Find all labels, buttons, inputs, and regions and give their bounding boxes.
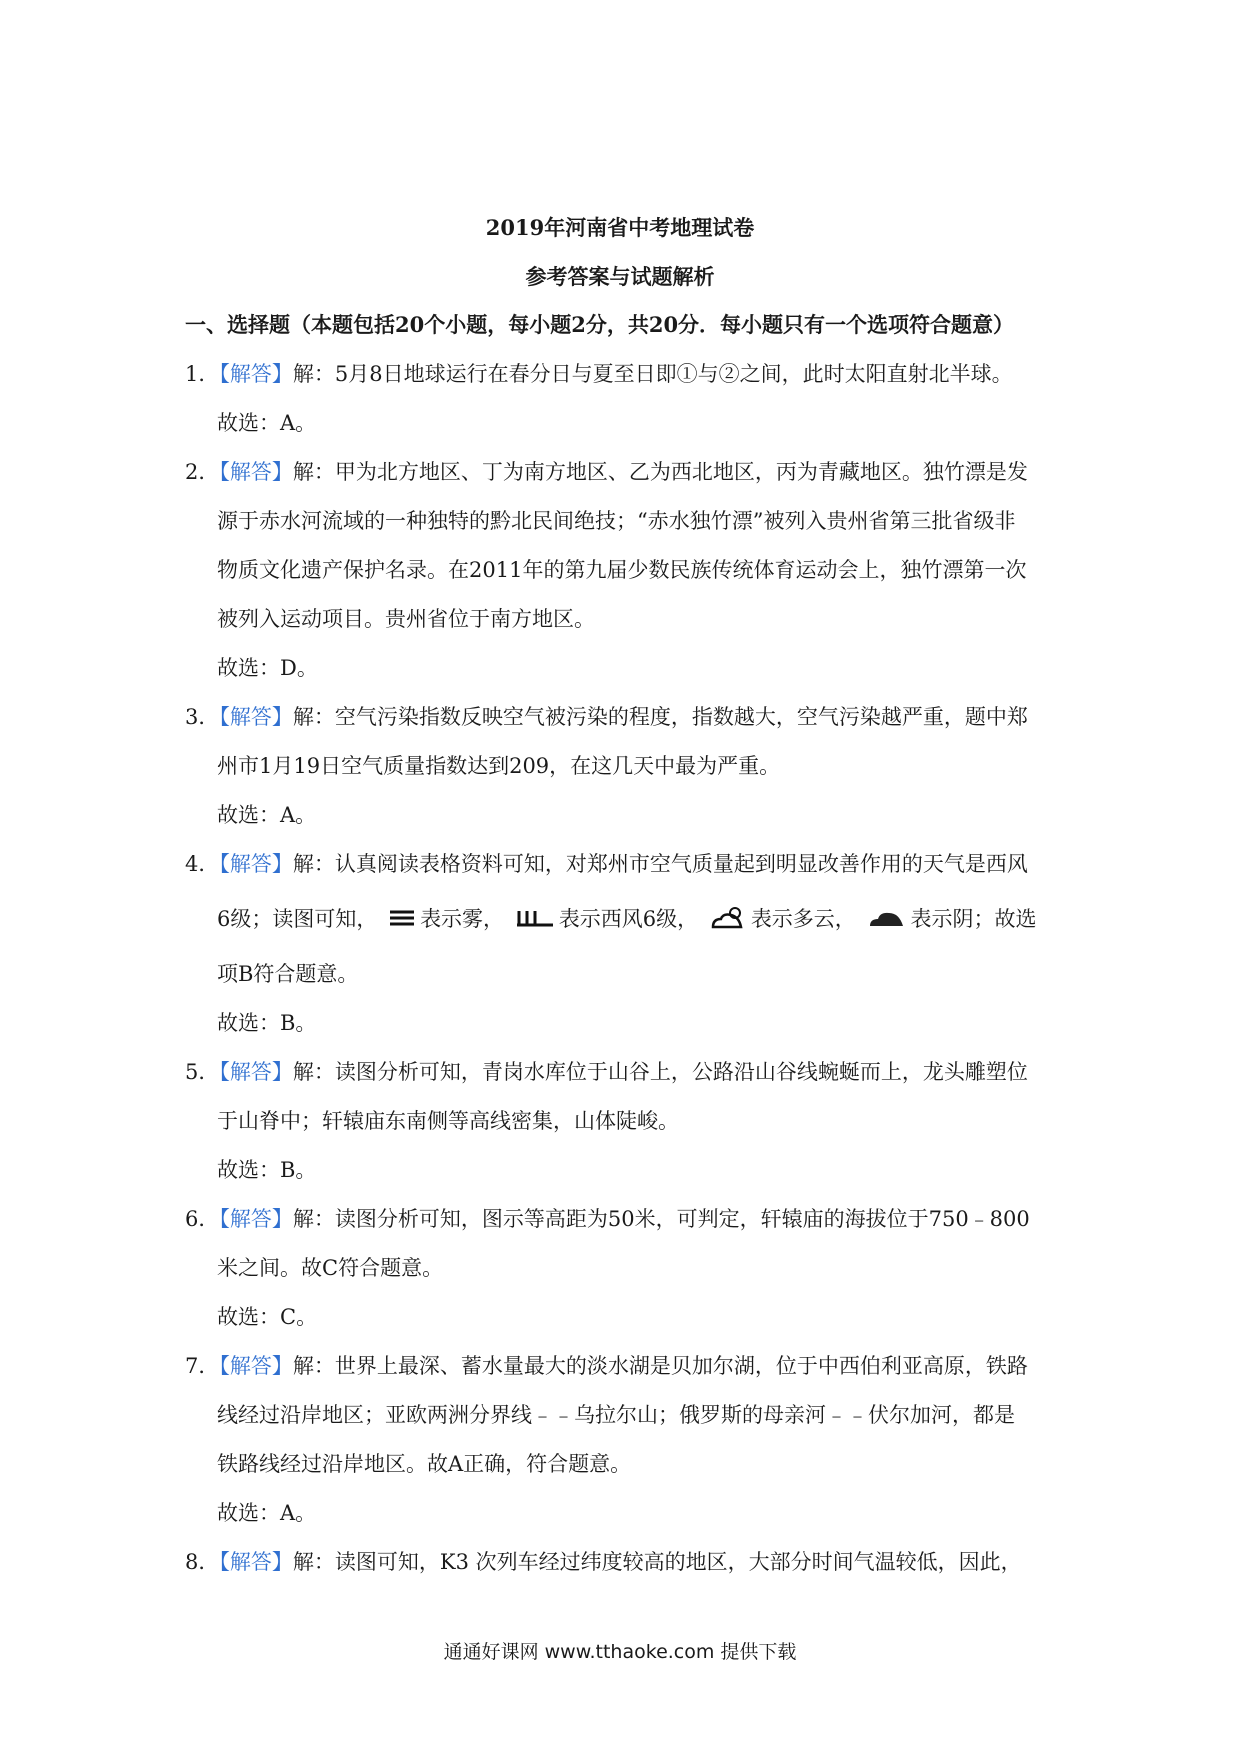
- question-8-line-1: [185, 1546, 1022, 1576]
- question-6-line-2: 米之间。故C符合题意。: [217, 1256, 444, 1280]
- answer-tag: 【解答】: [219, 1550, 293, 1574]
- question-text: 表示雾，: [420, 907, 505, 931]
- answer-tag: 【解答】: [219, 362, 293, 386]
- question-7-line-1: [185, 1350, 1028, 1380]
- answer-tag: 【解答】: [219, 1060, 293, 1084]
- partly-cloudy-icon: [709, 905, 747, 936]
- question-3-answer: 故选：A。: [217, 803, 317, 827]
- answer-tag: 【解答】: [219, 1354, 293, 1378]
- question-number: 4．: [185, 852, 220, 876]
- page-footer: 通通好课网 www.tthaoke.com 提供下载: [443, 1641, 797, 1663]
- question-text: 表示阴；故选: [910, 907, 1037, 931]
- question-2-line-4: 被列入运动项目。贵州省位于南方地区。: [217, 607, 595, 631]
- question-text: 解：世界上最深、蓄水量最大的淡水湖是贝加尔湖，位于中西伯利亚高原，铁路: [292, 1354, 1028, 1378]
- question-5-line-1: [185, 1056, 1028, 1086]
- answer-tag: 【解答】: [219, 705, 293, 729]
- question-4-line-1: [185, 848, 1028, 878]
- question-number: 3．: [185, 705, 220, 729]
- question-3-line-1: [185, 701, 1028, 731]
- question-text: 解：读图可知，K3 次列车经过纬度较高的地区，大部分时间气温较低，因此，: [292, 1550, 1022, 1574]
- question-text: 解：5月8日地球运行在春分日与夏至日即①与②之间，此时太阳直射北半球。: [292, 362, 1013, 386]
- section-title: 一、选择题（本题包括20个小题，每小题2分，共20分．每小题只有一个选项符合题意）: [185, 312, 1015, 337]
- question-text: 解：读图分析可知，青岗水库位于山谷上，公路沿山谷线蜿蜒而上，龙头雕塑位: [292, 1060, 1028, 1084]
- answer-tag: 【解答】: [219, 852, 293, 876]
- question-text: 解：甲为北方地区、丁为南方地区、乙为西北地区，丙为青藏地区。独竹漂是发: [292, 460, 1028, 484]
- question-7-line-3: 铁路线经过沿岸地区。故A正确，符合题意。: [217, 1452, 632, 1476]
- question-text: 表示多云，: [750, 907, 856, 931]
- question-text: 解：读图分析可知，图示等高距为50米，可判定，轩辕庙的海拔位于750﹣800: [292, 1207, 1030, 1231]
- question-number: 7．: [185, 1354, 220, 1378]
- question-4-line-3: 项B符合题意。: [217, 962, 359, 986]
- question-1-answer: 故选：A。: [217, 411, 317, 435]
- document-title: 2019年河南省中考地理试卷: [485, 215, 755, 240]
- question-4-line-2: [217, 903, 1037, 936]
- question-2-line-1: [185, 456, 1028, 486]
- document-subtitle: 参考答案与试题解析: [525, 264, 715, 289]
- question-number: 8．: [185, 1550, 220, 1574]
- question-5-answer: 故选：B。: [217, 1158, 317, 1182]
- wind-icon: [515, 907, 555, 934]
- question-number: 5．: [185, 1060, 220, 1084]
- question-3-line-2: 州市1月19日空气质量指数达到209，在这几天中最为严重。: [217, 754, 781, 778]
- question-number: 1．: [185, 362, 220, 386]
- question-text: 表示西风6级，: [558, 907, 699, 931]
- question-4-answer: 故选：B。: [217, 1011, 317, 1035]
- question-2-line-3: 物质文化遗产保护名录。在2011年的第九届少数民族传统体育运动会上，独竹漂第一次: [217, 558, 1027, 582]
- answer-tag: 【解答】: [219, 460, 293, 484]
- overcast-icon: [867, 907, 907, 934]
- answer-tag: 【解答】: [219, 1207, 293, 1231]
- fog-icon: [388, 908, 416, 933]
- question-text: 6级；读图可知，: [217, 907, 378, 931]
- question-2-answer: 故选：D。: [217, 656, 318, 680]
- question-7-line-2: 线经过沿岸地区；亚欧两洲分界线﹣﹣乌拉尔山；俄罗斯的母亲河﹣﹣伏尔加河，都是: [217, 1403, 1015, 1427]
- question-text: 解：认真阅读表格资料可知，对郑州市空气质量起到明显改善作用的天气是西风: [292, 852, 1028, 876]
- question-7-answer: 故选：A。: [217, 1501, 317, 1525]
- question-1-line-1: [185, 358, 1013, 388]
- question-6-line-1: [185, 1203, 1030, 1233]
- question-2-line-2: 源于赤水河流域的一种独特的黔北民间绝技；“赤水独竹漂”被列入贵州省第三批省级非: [217, 509, 1016, 533]
- question-number: 6．: [185, 1207, 220, 1231]
- question-number: 2．: [185, 460, 220, 484]
- question-6-answer: 故选：C。: [217, 1305, 318, 1329]
- question-5-line-2: 于山脊中；轩辕庙东南侧等高线密集，山体陡峻。: [217, 1109, 679, 1133]
- question-text: 解：空气污染指数反映空气被污染的程度，指数越大，空气污染越严重，题中郑: [292, 705, 1028, 729]
